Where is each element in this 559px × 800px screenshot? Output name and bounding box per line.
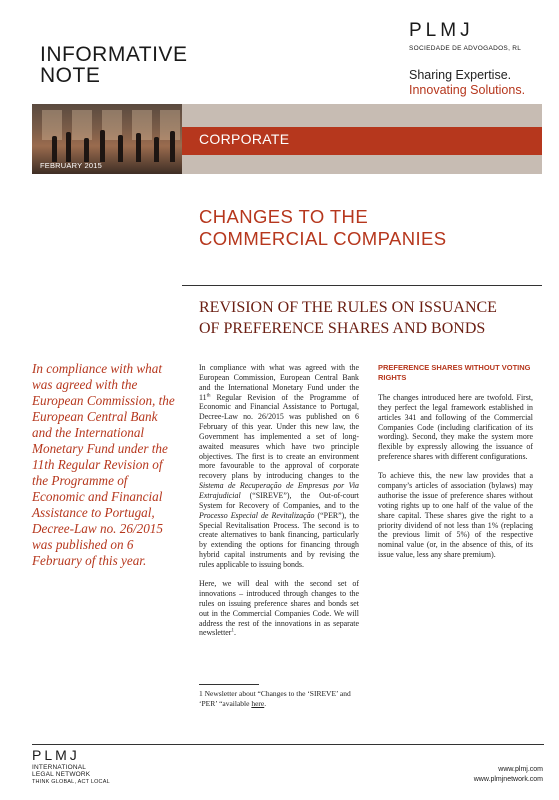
footer-network-line2: LEGAL NETWORK [32,771,91,778]
issue-date: FEBRUARY 2015 [40,161,102,170]
footnote: 1 Newsletter about “Changes to the ‘SIREVE’ and ‘PER’ “available here. [199,689,351,708]
subtitle-line2: OF PREFERENCE SHARES AND BONDS [199,320,486,337]
subtitle [199,297,529,339]
column-2-heading: PREFERENCE SHARES WITHOUT VOTING RIGHTS [378,363,531,382]
firm-name: SOCIEDADE DE ADVOGADOS, RL [409,45,522,52]
main-title-line2: COMMERCIAL COMPANIES [199,228,447,249]
document-type-subtitle: NOTE [40,64,101,87]
main-title-line1: CHANGES TO THE [199,206,369,227]
column-1 [199,363,359,648]
footer-logo: PLMJ [32,747,80,763]
footer-tagline: THINK GLOBAL, ACT LOCAL [32,779,110,785]
column-1-paragraph-1: In compliance with what was agreed with the European Commission, European Central Bank and the International Monetary Fund under the 11th Regular Revision of the Programme of Economic and Financial Assistance to Portugal, Decree-Law no. 26/2015 was published on 6 February of this year. Under this new law, the Government has implemented a set of long-awaited measures which have two principle objectives. The first is to create an environment more favourable to the approval of corporate recovery plans by introducing changes to the Sistema de Recuperação de Empresas por Via Extrajudicial (“SIREVE”), the Out-of-court System for Recovery of Companies, and to the Processo Especial de Revitalização (“PER”), the Special Revitalisation Process. The second is to create alternatives to bank financing, particularly by extending the options for financing through hybrid capital instruments and by revising the rules applicable to issuing bonds. [199,363,359,569]
main-title [199,206,519,250]
document-type-title: INFORMATIVE [40,43,188,66]
footnote-link[interactable]: here [251,699,265,708]
pull-quote: In compliance with what was agreed with the European Commission, the European Central Bank and the International Monetary Fund under the 11th Regular Revision of the Programme of Economic and Financial Assistance to Portugal, Decree-Law no. 26/2015 was published on 6 February of this year. [32,361,175,568]
footer-divider [32,744,544,745]
tagline-innovating: Innovating Solutions. [409,83,526,97]
column-1-paragraph-2: Here, we will deal with the second set of innovations – introduced through changes to the rules on issuing preference shares and bonds set out in the Commercial Companies Code. We will address the rest of the innovations in as separate newsletter$^1$. [199,579,359,638]
section-label: CORPORATE [199,131,290,147]
column-2 [378,363,533,570]
column-2-paragraph-2: To achieve this, the new law provides that a company’s articles of association (bylaws) may authorise the issue of preference shares without voting rights up to one half of the value of the share capital. These shares give the right to a priority dividend of not less than 1% (replacing the previous limit of 5%) of the respective nominal value (or, in the absence of this, of its issue value, less any share premium). [378,471,533,560]
header-photo [32,104,182,174]
footer-network-line1: INTERNATIONAL [32,764,87,771]
website-link[interactable]: www.plmj.com [498,766,543,773]
plmj-logo: PLMJ [409,20,474,41]
column-2-paragraph-1: The changes introduced here are twofold. First, they perfect the legal framework established in articles 341 and following of the Commercial Companies Code (including clarification of its wording). Second, they make the system more flexible by expressly allowing the issuance of preference shares with different configurations. [378,393,533,462]
tagline-sharing: Sharing Expertise. [409,68,512,82]
network-website-link[interactable]: www.plmjnetwork.com [473,776,543,783]
footnote-divider [199,684,259,685]
subtitle-line1: REVISION OF THE RULES ON ISSUANCE [199,299,497,316]
title-divider [182,285,542,286]
